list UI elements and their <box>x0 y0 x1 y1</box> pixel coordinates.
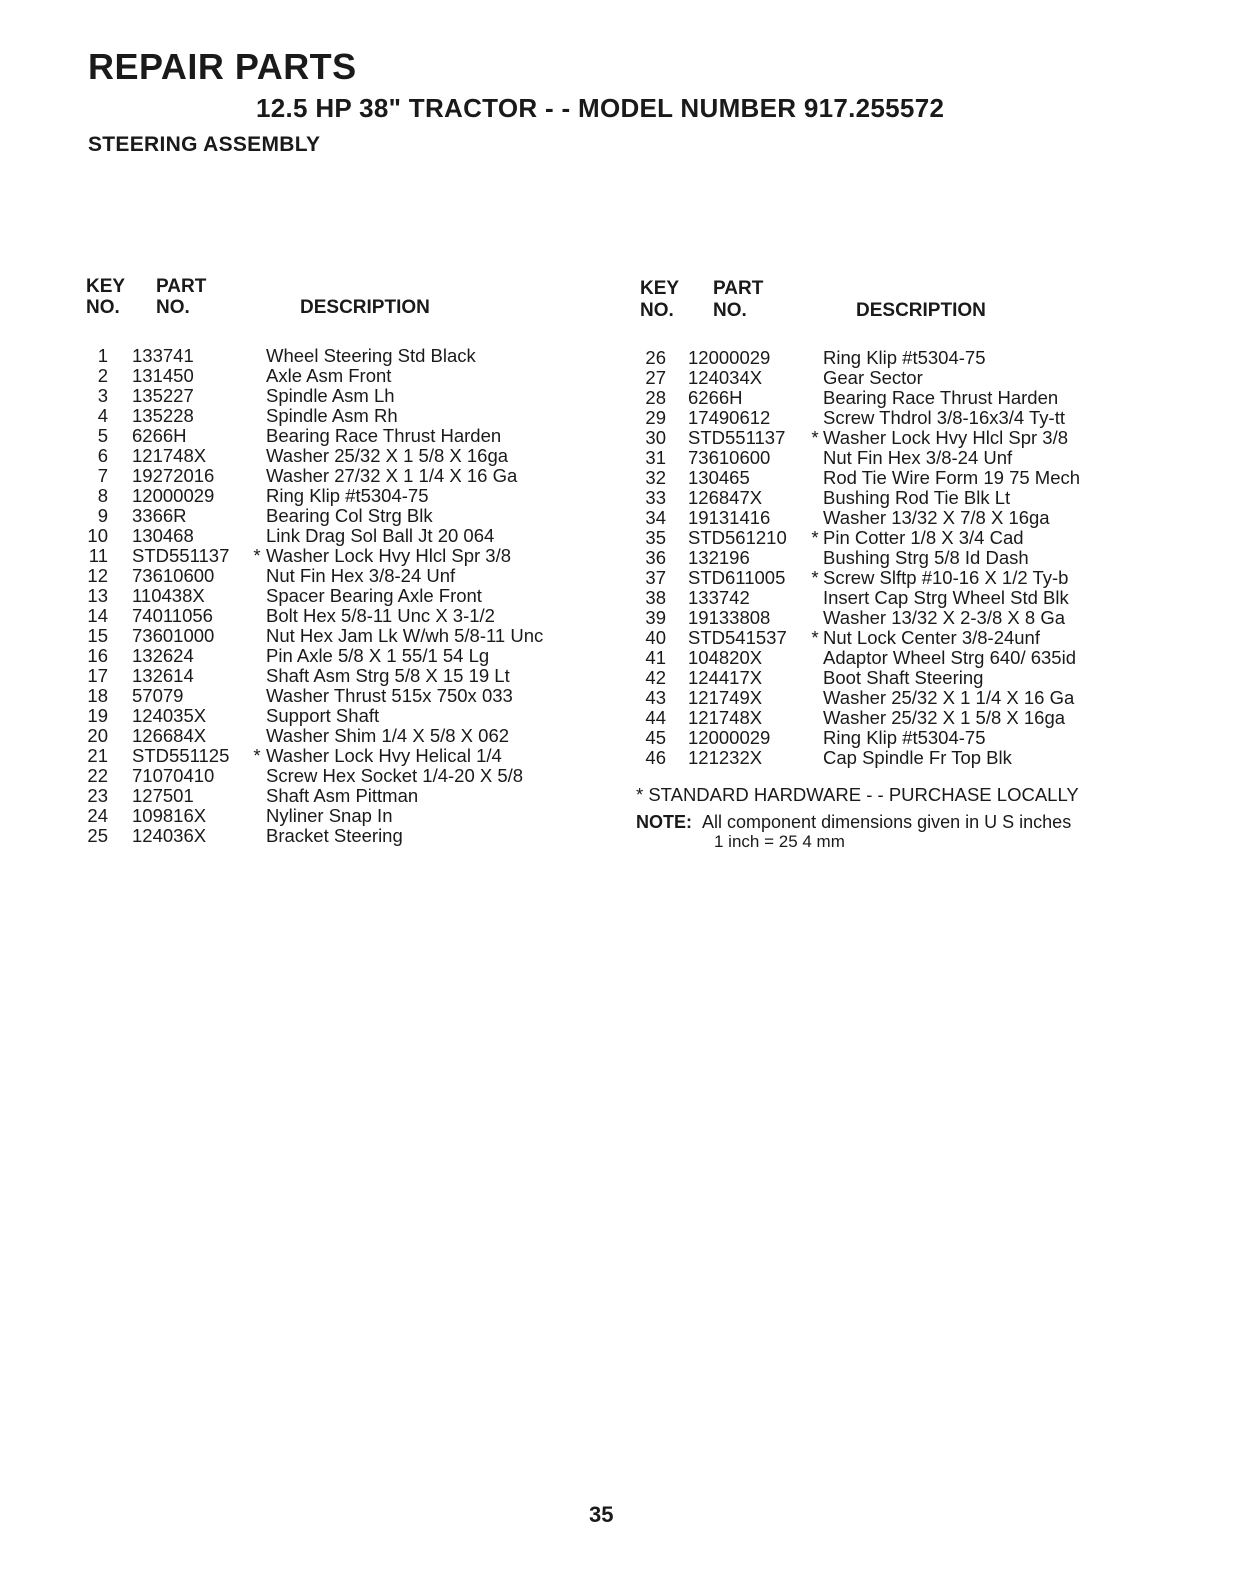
description: Washer Thrust 515x 750x 033 <box>266 685 513 706</box>
part-no: 17490612 <box>688 407 771 428</box>
standard-hardware-note: * STANDARD HARDWARE - - PURCHASE LOCALLY <box>636 784 1079 805</box>
description: Nyliner Snap In <box>266 805 393 826</box>
standard-hardware-mark: * <box>253 745 261 766</box>
key-no: 44 <box>645 707 666 728</box>
description: Nut Fin Hex 3/8-24 Unf <box>266 565 456 586</box>
key-no: 4 <box>97 405 108 426</box>
part-no: 12000029 <box>688 727 771 748</box>
part-no: 19131416 <box>688 507 771 528</box>
standard-hardware-mark: * <box>811 627 819 648</box>
part-no: 131450 <box>132 365 194 386</box>
description: Bushing Rod Tie Blk Lt <box>823 487 1011 508</box>
description: Nut Lock Center 3/8-24unf <box>823 627 1040 648</box>
description: Shaft Asm Strg 5/8 X 15 19 Lt <box>266 665 510 686</box>
part-no: STD611005 <box>688 567 786 588</box>
part-no: 121232X <box>688 747 763 768</box>
part-no: 126847X <box>688 487 763 508</box>
part-no: 109816X <box>132 805 207 826</box>
description: Gear Sector <box>823 367 923 388</box>
description: Bolt Hex 5/8-11 Unc X 3-1/2 <box>266 605 495 626</box>
key-no: 42 <box>645 667 666 688</box>
description: Spindle Asm Lh <box>266 385 395 406</box>
description: Bearing Race Thrust Harden <box>823 387 1059 408</box>
description: Bearing Race Thrust Harden <box>266 425 502 446</box>
note-line2: 1 inch = 25 4 mm <box>714 832 845 851</box>
part-no: 104820X <box>688 647 763 668</box>
description: Insert Cap Strg Wheel Std Blk <box>823 587 1069 608</box>
description: Ring Klip #t5304-75 <box>266 485 429 506</box>
key-no: 14 <box>87 605 108 626</box>
note-line1: All component dimensions given in U S inches <box>702 812 1072 832</box>
part-no: 12000029 <box>132 485 215 506</box>
key-no: 19 <box>87 705 108 726</box>
key-no: 16 <box>87 645 108 666</box>
key-no: 30 <box>645 427 666 448</box>
part-no: 3366R <box>132 505 187 526</box>
part-no: 126684X <box>132 725 207 746</box>
description: Adaptor Wheel Strg 640/ 635id <box>823 647 1076 668</box>
description: Rod Tie Wire Form 19 75 Mech <box>823 467 1081 488</box>
header-description: DESCRIPTION <box>300 297 430 318</box>
header-part: PART <box>156 276 207 297</box>
key-no: 2 <box>97 365 108 386</box>
key-no: 22 <box>87 765 108 786</box>
key-no: 15 <box>87 625 108 646</box>
part-no: 132624 <box>132 645 194 666</box>
part-no: STD541537 <box>688 627 787 648</box>
key-no: 9 <box>97 505 108 526</box>
description: Ring Klip #t5304-75 <box>823 727 986 748</box>
key-no: 32 <box>645 467 666 488</box>
key-no: 26 <box>645 347 666 368</box>
part-no: 121749X <box>688 687 763 708</box>
description: Ring Klip #t5304-75 <box>823 347 986 368</box>
description: Pin Cotter 1/8 X 3/4 Cad <box>823 527 1024 548</box>
part-no: 130465 <box>688 467 750 488</box>
part-no: 19133808 <box>688 607 771 628</box>
part-no: 132614 <box>132 665 194 686</box>
description: Axle Asm Front <box>266 365 392 386</box>
part-no: STD561210 <box>688 527 787 548</box>
part-no: 124035X <box>132 705 207 726</box>
part-no: 124036X <box>132 825 207 846</box>
key-no: 21 <box>87 745 108 766</box>
description: Washer 13/32 X 2-3/8 X 8 Ga <box>823 607 1065 628</box>
key-no: 36 <box>645 547 666 568</box>
key-no: 18 <box>87 685 108 706</box>
page-number: 35 <box>589 1502 614 1527</box>
key-no: 35 <box>645 527 666 548</box>
key-no: 39 <box>645 607 666 628</box>
description: Washer Lock Hvy Hlcl Spr 3/8 <box>823 427 1069 448</box>
standard-hardware-mark: * <box>253 545 261 566</box>
part-no: 73610600 <box>688 447 771 468</box>
part-no: 19272016 <box>132 465 215 486</box>
description: Screw Thdrol 3/8-16x3/4 Ty-tt <box>823 407 1065 428</box>
key-no: 17 <box>87 665 108 686</box>
header-key: KEY <box>86 276 126 297</box>
key-no: 1 <box>97 345 108 366</box>
part-no: 135227 <box>132 385 194 406</box>
part-no: 133742 <box>688 587 750 608</box>
key-no: 31 <box>645 447 666 468</box>
key-no: 28 <box>645 387 666 408</box>
part-no: 135228 <box>132 405 194 426</box>
part-no: 57079 <box>132 685 184 706</box>
key-no: 33 <box>645 487 666 508</box>
key-no: 5 <box>97 425 108 446</box>
description: Washer Lock Hvy Hlcl Spr 3/8 <box>266 545 512 566</box>
part-no: 127501 <box>132 785 194 806</box>
key-no: 23 <box>87 785 108 806</box>
key-no: 34 <box>645 507 666 528</box>
standard-hardware-mark: * <box>811 567 819 588</box>
key-no: 29 <box>645 407 666 428</box>
section-title: STEERING ASSEMBLY <box>88 133 321 156</box>
part-no: STD551137 <box>688 427 786 448</box>
standard-hardware-mark: * <box>811 427 819 448</box>
description: Washer 13/32 X 7/8 X 16ga <box>823 507 1050 528</box>
key-no: 11 <box>88 545 108 566</box>
description: Cap Spindle Fr Top Blk <box>823 747 1012 768</box>
key-no: 40 <box>645 627 666 648</box>
description: Bushing Strg 5/8 Id Dash <box>823 547 1029 568</box>
description: Washer 25/32 X 1 5/8 X 16ga <box>266 445 509 466</box>
key-no: 3 <box>97 385 108 406</box>
description: Spacer Bearing Axle Front <box>266 585 482 606</box>
description: Shaft Asm Pittman <box>266 785 419 806</box>
key-no: 7 <box>97 465 108 486</box>
description: Boot Shaft Steering <box>823 667 984 688</box>
header-key: KEY <box>640 278 680 299</box>
key-no: 45 <box>645 727 666 748</box>
key-no: 46 <box>645 747 666 768</box>
page-subtitle: 12.5 HP 38" TRACTOR - - MODEL NUMBER 917.255572 <box>256 93 945 123</box>
description: Wheel Steering Std Black <box>266 345 476 366</box>
header-part: PART <box>713 278 764 299</box>
header-description: DESCRIPTION <box>856 300 986 321</box>
header-key-no: NO. <box>86 297 120 318</box>
part-no: STD551137 <box>132 545 230 566</box>
part-no: 73610600 <box>132 565 215 586</box>
description: Washer Lock Hvy Helical 1/4 <box>266 745 502 766</box>
page-title: REPAIR PARTS <box>88 46 357 87</box>
part-no: 74011056 <box>132 605 213 626</box>
note-label: NOTE: <box>636 812 692 832</box>
description: Nut Hex Jam Lk W/wh 5/8-11 Unc <box>266 625 544 646</box>
description: Screw Slftp #10-16 X 1/2 Ty-b <box>823 567 1069 588</box>
key-no: 20 <box>87 725 108 746</box>
part-no: 133741 <box>132 345 194 366</box>
key-no: 12 <box>87 565 108 586</box>
part-no: 121748X <box>688 707 763 728</box>
header-key-no: NO. <box>640 300 674 321</box>
description: Link Drag Sol Ball Jt 20 064 <box>266 525 495 546</box>
key-no: 41 <box>645 647 666 668</box>
description: Support Shaft <box>266 705 380 726</box>
standard-hardware-mark: * <box>811 527 819 548</box>
description: Washer 27/32 X 1 1/4 X 16 Ga <box>266 465 518 486</box>
header-part-no: NO. <box>713 300 747 321</box>
dimension-note <box>636 812 1071 833</box>
part-no: 71070410 <box>132 765 215 786</box>
description: Washer 25/32 X 1 5/8 X 16ga <box>823 707 1066 728</box>
key-no: 27 <box>645 367 666 388</box>
key-no: 24 <box>87 805 108 826</box>
key-no: 10 <box>87 525 108 546</box>
part-no: 6266H <box>688 387 743 408</box>
part-no: 132196 <box>688 547 750 568</box>
key-no: 8 <box>97 485 108 506</box>
header-part-no: NO. <box>156 297 190 318</box>
description: Nut Fin Hex 3/8-24 Unf <box>823 447 1013 468</box>
key-no: 6 <box>97 445 108 466</box>
description: Pin Axle 5/8 X 1 55/1 54 Lg <box>266 645 490 666</box>
description: Bracket Steering <box>266 825 403 846</box>
part-no: 124417X <box>688 667 763 688</box>
key-no: 13 <box>87 585 108 606</box>
description: Spindle Asm Rh <box>266 405 398 426</box>
key-no: 25 <box>87 825 108 846</box>
part-no: 110438X <box>132 585 205 606</box>
key-no: 43 <box>645 687 666 708</box>
part-no: 124034X <box>688 367 763 388</box>
part-no: 12000029 <box>688 347 771 368</box>
description: Screw Hex Socket 1/4-20 X 5/8 <box>266 765 524 786</box>
key-no: 37 <box>645 567 666 588</box>
key-no: 38 <box>645 587 666 608</box>
part-no: 73601000 <box>132 625 215 646</box>
description: Bearing Col Strg Blk <box>266 505 433 526</box>
part-no: 130468 <box>132 525 194 546</box>
part-no: 6266H <box>132 425 187 446</box>
part-no: STD551125 <box>132 745 230 766</box>
description: Washer 25/32 X 1 1/4 X 16 Ga <box>823 687 1075 708</box>
part-no: 121748X <box>132 445 207 466</box>
description: Washer Shim 1/4 X 5/8 X 062 <box>266 725 510 746</box>
